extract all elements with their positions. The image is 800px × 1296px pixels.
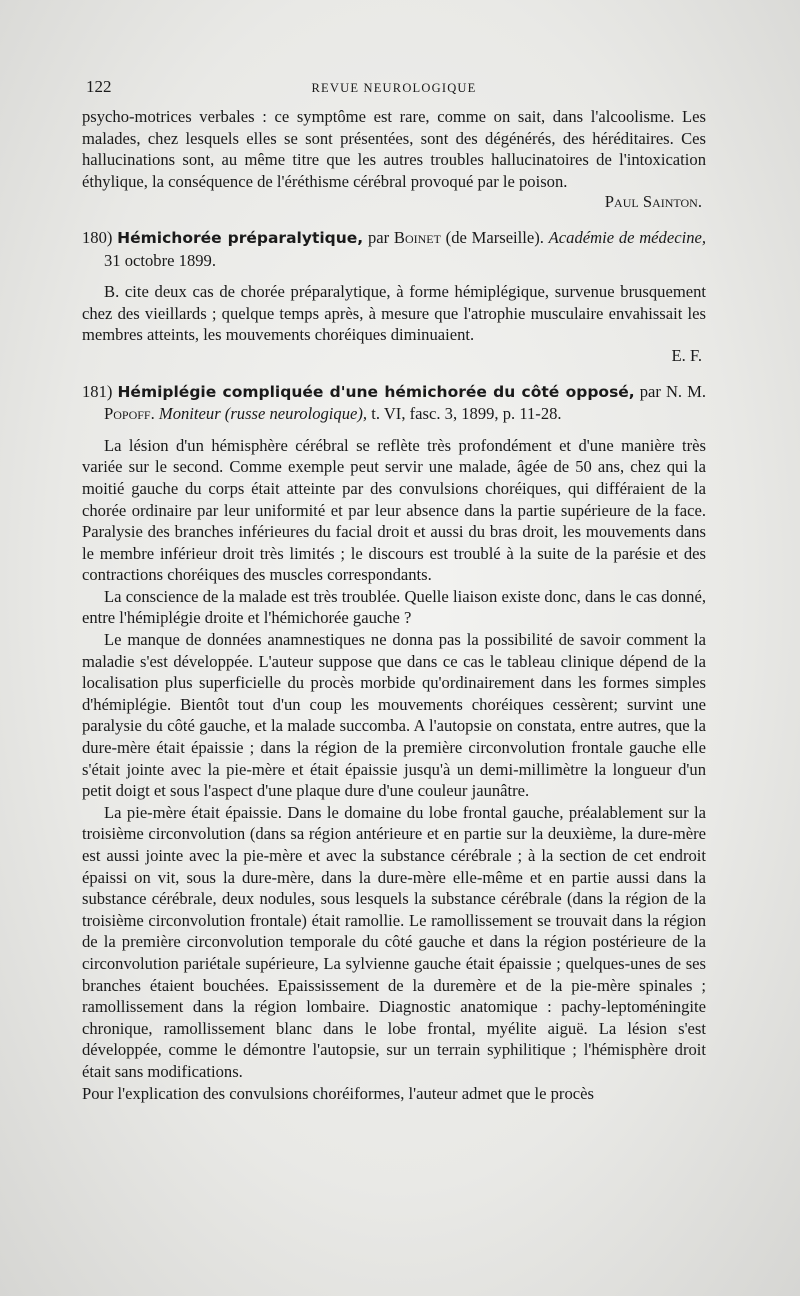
entry-181-paragraph: Le manque de données anamnestiques ne donna pas la possibilité de savoir comment la maladie s'est développée. L'auteur suppose que dans ce cas le tableau clinique dépend de la localisation plus superficielle du procès morbide qu'ordinairement dans les formes simples d'hémiplégie. Bientôt tout d'un coup les mouvements choréiques cessèrent; survint une paralysie du côté gauche, et la malade succomba. A l'autopsie on constata, entre autres, que la dure-mère était épaissie ; dans la région de la première circonvolution frontale gauche elle s'était jointe avec la pie-mère et était épaissie jusqu'à un demi-millimètre la longueur d'un petit doigt et sous l'aspect d'une plaque dure d'une couleur jaunâtre. <box>82 630 706 801</box>
entry-180-body <box>82 281 706 346</box>
entry-181-author: Popoff. <box>104 404 155 424</box>
entry-180-number: 180) <box>82 227 113 247</box>
intro-text: psycho-motrices verbales : ce symptôme est rare, comme on sait, dans l'alcoolisme. Les malades, chez lesquels elles se sont présentées, sont des dégénérés, des héréditaires. Ces hallucinations sont, au même titre que les autres troubles hallucinatoires de l'intoxication éthylique, la conséquence de l'éréthisme cérébral provoqué par le poison. <box>82 107 706 191</box>
entry-180-affiliation: (de Marseille). <box>445 227 544 247</box>
entry-181-journal: Moniteur (russe neurologique), <box>158 404 368 424</box>
entry-180-heading <box>82 227 706 271</box>
entry-181-paragraph: La conscience de la malade est très troublée. Quelle liaison existe donc, dans le cas donné, entre l'hémiplégie droite et l'hémichorée gauche ? <box>82 586 706 628</box>
entry-180-author: Boinet <box>393 227 441 247</box>
page-header <box>82 74 706 100</box>
intro-paragraph <box>82 106 706 192</box>
entry-180 <box>82 227 706 367</box>
entry-181 <box>82 381 706 1105</box>
entry-180-by: par <box>367 227 390 247</box>
entry-180-journal: Académie de médecine, <box>548 227 706 247</box>
entry-181-number: 181) <box>82 381 113 401</box>
entry-180-title: Hémichorée préparalytique, <box>117 228 364 247</box>
entry-181-paragraph: La lésion d'un hémisphère cérébral se reflète très profondément et d'une manière très variée sur le second. Comme exemple peut servir une malade, âgée de 50 ans, chez qui la moitié gauche du corps était atteinte par des convulsions choréiques, qui différaient de la chorée ordinaire par leur uniformité et par leur absence dans la partie supérieure de la face. Paralysie des branches inférieures du facial droit et aussi du bras droit, les mouvements dans le membre inférieur droit très limités ; le discours est troublé à la suite de la parésie et des contractions choréiques des muscles correspondants. <box>82 435 706 585</box>
entry-181-paragraph: La pie-mère était épaissie. Dans le domaine du lobe frontal gauche, préalablement sur la troisième circonvolution (dans sa région antérieure et en partie sur la deuxième, la dure-mère est aussi jointe avec la pie-mère et avec la substance cérébrale ; à la section de cet endroit épaissi on vit, sous la dure-mère, dans la dure-mère elle-même et en partie aussi dans la substance cérébrale, deux nodules, sous lesquels la substance cérébrale (dans la région de la troisième circonvolution frontale) était ramollie. Le ramollissement se trouvait dans la région de la première circonvolution temporale du côté gauche et dans la région postérieure de la circonvolution pariétale supérieure, La sylvienne gauche était épaissie ; quelques-unes de ses branches étaient bouchées. Epaississement de la duremère et de la pie-mère spinales ; ramollissement dans la région lombaire. Diagnostic anatomique : pachy-leptoméningite chronique, ramollissement blanc dans le lobe frontal, myélite aiguë. La lésion s'est développée, comme le démontre l'autopsie, sur un terrain syphilitique ; l'hémisphère droit était sans modifications. <box>82 802 706 1081</box>
entry-181-paragraph: Pour l'explication des convulsions choréiformes, l'auteur admet que le procès <box>82 1083 594 1103</box>
entry-180-body-text: B. cite deux cas de chorée préparalytique, à forme hémiplégique, survenue brusquement chez des vieillards ; quelque temps après, à mesure que l'atrophie musculaire envahissait les membres atteints, les mouvements choréiques diminuaient. <box>82 282 706 345</box>
entry-180-date: 31 octobre 1899. <box>104 250 216 270</box>
page-number: 122 <box>86 77 112 96</box>
running-head: REVUE NEUROLOGIQUE <box>311 81 477 95</box>
entry-181-title: Hémiplégie compliquée d'une hémichorée du côté opposé, <box>117 382 635 401</box>
entry-180-signature: E. F. <box>671 345 702 365</box>
entry-181-ref: t. VI, fasc. 3, 1899, p. 11-28. <box>371 404 562 424</box>
intro-signature: Paul Sainton. <box>604 192 702 212</box>
entry-181-by: par N. M. <box>639 381 706 401</box>
entry-181-heading <box>82 381 706 425</box>
